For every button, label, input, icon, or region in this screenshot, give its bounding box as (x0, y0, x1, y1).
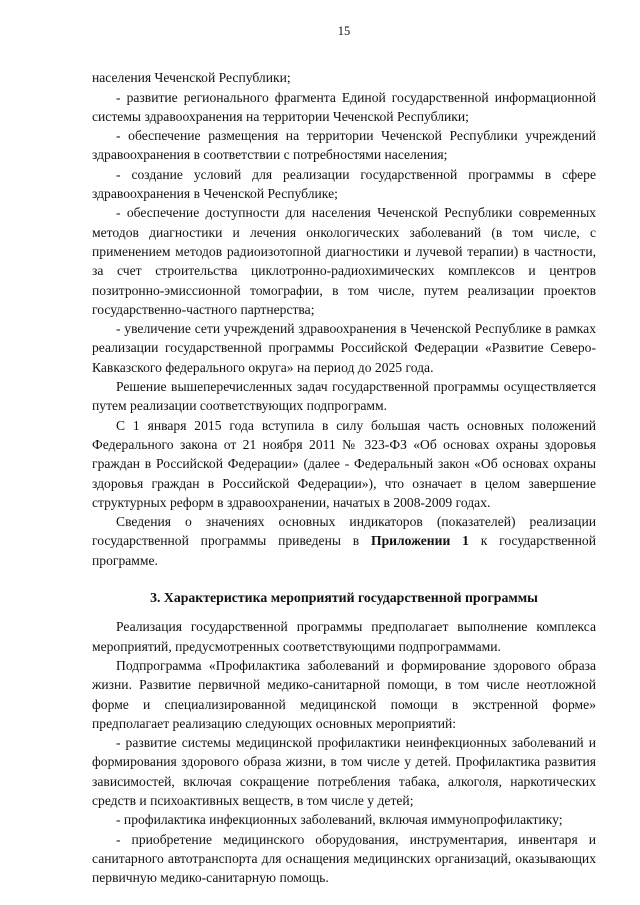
paragraph: Решение вышеперечисленных задач государственной программы осуществляется путем реализации соответствующих подпрограмм. (92, 379, 596, 414)
list-item: - создание условий для реализации государственной программы в сфере здравоохранения в Чеченской Республике; (92, 166, 596, 202)
paragraph: населения Чеченской Республики; (92, 70, 291, 86)
paragraph: С 1 января 2015 года вступила в силу большая часть основных положений Федерального закона от 21 ноября 2011 № 323-ФЗ «Об основах охраны здоровья граждан в Российской Федерации» (далее - Федеральный закон «Об основах охраны здоровья граждан в Российской Федерации»), что означает в целом завершение структурных реформ в здравоохранении, начатых в 2008-2009 годах. (92, 417, 596, 510)
list-item: - профилактика инфекционных заболеваний, включая иммунопрофилактику; (116, 812, 563, 828)
page-number: 15 (337, 24, 351, 38)
appendix-reference: Приложении 1 (371, 533, 469, 549)
paragraph: Подпрограмма «Профилактика заболеваний и формирование здорового образа жизни. Развитие первичной медико-санитарной помощи, в том числе неотложной форме и специализированной медицинской помощи в экстренной форме» предполагает реализацию следующих основных мероприятий: (92, 657, 596, 731)
indicators-text-after: к государственной программе. (92, 533, 596, 568)
list-item: - увеличение сети учреждений здравоохранения в Чеченской Республике в рамках реализации государственной программы Российской Федерации «Развитие Северо-Кавказского федерального округа» на период до 2025 года. (92, 321, 596, 375)
section-heading: 3. Характеристика мероприятий государственной программы (150, 590, 538, 606)
list-item: - обеспечение доступности для населения Чеченской Республики современных методов диагностики и лечения онкологических заболеваний (в том числе, с применением методов радиоизотопной диагностики и лучевой терапии) в частности, за счет строительства циклотронно-радиохимических комплексов и центров позитронно-эмиссионной томографии, в том числе, путем реализации проектов государственно-частного партнерства; (92, 205, 596, 317)
indicators-paragraph (92, 512, 596, 570)
list-item: - приобретение медицинского оборудования, инструментария, инвентаря и санитарного автотранспорта для оснащения медицинских организаций, оказывающих первичную медико-санитарную помощь. (92, 831, 596, 886)
list-item: - развитие системы медицинской профилактики неинфекционных заболеваний и формирования здорового образа жизни, в том числе у детей. Профилактика развития зависимостей, включая сокращение потребления табака, алкоголя, наркотических средств и психоактивных веществ, в том числе у детей; (92, 735, 596, 808)
body-before (92, 68, 596, 570)
body-after (92, 617, 596, 887)
indicators-text-before: Сведения о значениях основных индикаторов (показателей) реализации государственной программы приведены в (92, 514, 596, 549)
list-item: - развитие регионального фрагмента Единой государственной информационной системы здравоохранения на территории Чеченской Республики; (92, 89, 596, 124)
list-item: - обеспечение размещения на территории Чеченской Республики учреждений здравоохранения в соответствии с потребностями населения; (92, 128, 596, 163)
paragraph: Реализация государственной программы предполагает выполнение комплекса мероприятий, предусмотренных соответствующими подпрограммами. (92, 619, 596, 654)
